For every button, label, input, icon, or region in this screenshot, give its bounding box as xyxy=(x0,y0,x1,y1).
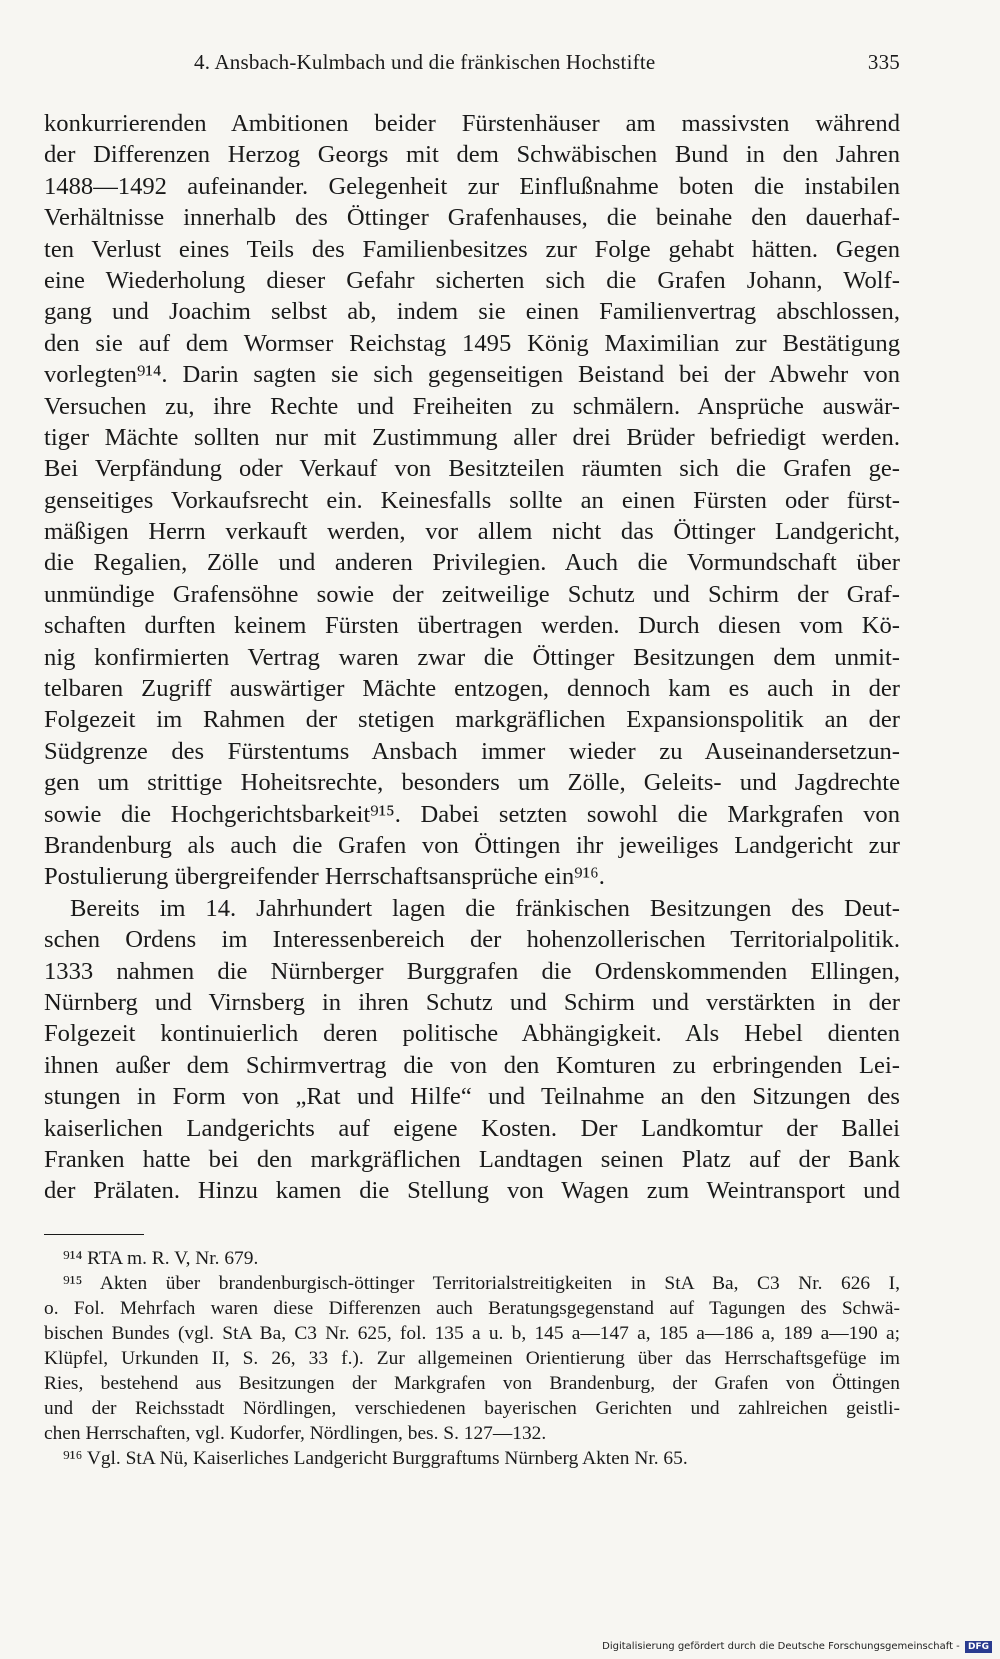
text-line: den sie auf dem Wormser Reichstag 1495 König Maximilian zur Bestätigung xyxy=(44,329,900,357)
text-line: der Differenzen Herzog Georgs mit dem Schwäbischen Bund in den Jahren xyxy=(44,141,900,169)
text-line: Verhältnisse innerhalb des Öttinger Grafenhauses, die beinahe den dauerhaf- xyxy=(44,204,900,232)
text-line: ihnen außer dem Schirmvertrag die von den Komturen zu erbringenden Lei- xyxy=(44,1051,900,1079)
text-line: tiger Mächte sollten nur mit Zustimmung aller drei Brüder befriedigt werden. xyxy=(44,423,900,451)
footnotes xyxy=(44,1246,900,1471)
text-line: Brandenburg als auch die Grafen von Öttingen ihr jeweiliges Landgericht zur xyxy=(44,831,900,859)
digitization-credit xyxy=(602,1641,992,1653)
text-line: konkurrierenden Ambitionen beider Fürstenhäuser am massivsten während xyxy=(44,110,900,137)
running-header xyxy=(44,50,900,80)
text-line: Nürnberg und Virnsberg in ihren Schutz und Schirm und verstärkten in der xyxy=(44,988,900,1016)
text-line: eine Wiederholung dieser Gefahr sicherten sich die Grafen Johann, Wolf- xyxy=(44,266,900,294)
text-line: 1488—1492 aufeinander. Gelegenheit zur Einflußnahme boten die instabilen xyxy=(44,172,900,200)
footnote-line: und der Reichsstadt Nördlingen, verschiedenen bayerischen Gerichten und zahlreichen geistli- xyxy=(44,1398,900,1419)
dfg-logo: DFG xyxy=(965,1641,992,1653)
text-line: Postulierung übergreifender Herrschaftsansprüche ein⁹¹⁶. xyxy=(44,863,605,891)
text-line: gen um strittige Hoheitsrechte, besonders um Zölle, Geleits- und Jagdrechte xyxy=(44,769,900,797)
text-line: Südgrenze des Fürstentums Ansbach immer wieder zu Auseinandersetzun- xyxy=(44,737,900,765)
text-line: genseitiges Vorkaufsrecht ein. Keinesfalls sollte an einen Fürsten oder fürst- xyxy=(44,486,900,514)
footnote-line: Klüpfel, Urkunden II, S. 26, 33 f.). Zur allgemeinen Orientierung über das Herrschaftsgefüge im xyxy=(44,1348,900,1369)
credit-text: Digitalisierung gefördert durch die Deutsche Forschungsgemeinschaft - xyxy=(602,1641,960,1652)
text-line: Bei Verpfändung oder Verkauf von Besitzteilen räumten sich die Grafen ge- xyxy=(44,455,900,483)
text-line: nig konfirmierten Vertrag waren zwar die Öttinger Besitzungen dem unmit- xyxy=(44,643,900,671)
text-line: vorlegten⁹¹⁴. Darin sagten sie sich gegenseitigen Beistand bei der Abwehr von xyxy=(44,361,900,389)
text-line: die Regalien, Zölle und anderen Privilegien. Auch die Vormundschaft über xyxy=(44,549,900,577)
text-line: kaiserlichen Landgerichts auf eigene Kosten. Der Landkomtur der Ballei xyxy=(44,1114,900,1142)
page-number: 335 xyxy=(867,50,900,74)
running-title: 4. Ansbach-Kulmbach und die fränkischen Hochstifte xyxy=(194,50,656,74)
text-line: Bereits im 14. Jahrhundert lagen die fränkischen Besitzungen des Deut- xyxy=(70,894,900,922)
text-line: gang und Joachim selbst ab, indem sie einen Familienvertrag abschlossen, xyxy=(44,298,900,326)
text-line: telbaren Zugriff auswärtiger Mächte entzogen, dennoch kam es auch in der xyxy=(44,675,900,703)
text-line: Folgezeit im Rahmen der stetigen markgräflichen Expansionspolitik an der xyxy=(44,706,900,734)
footnote-line: bischen Bundes (vgl. StA Ba, C3 Nr. 625, fol. 135 a u. b, 145 a—147 a, 185 a—186 a, 189 a—190 a; xyxy=(44,1323,900,1344)
text-line: unmündige Grafensöhne sowie der zeitweilige Schutz und Schirm der Graf- xyxy=(44,580,900,608)
footnote-separator xyxy=(44,1234,144,1235)
text-line: stungen in Form von „Rat und Hilfe“ und Teilnahme an den Sitzungen des xyxy=(44,1083,900,1111)
footnote-line: ⁹¹⁴ RTA m. R. V, Nr. 679. xyxy=(63,1248,259,1269)
text-line: 1333 nahmen die Nürnberger Burggrafen die Ordenskommenden Ellingen, xyxy=(44,957,900,985)
footnote-line: o. Fol. Mehrfach waren diese Differenzen auch Beratungsgegenstand auf Tagungen des Schwä- xyxy=(44,1298,900,1319)
text-line: schaften durften keinem Fürsten übertragen werden. Durch diesen vom Kö- xyxy=(44,612,900,640)
footnote-line: ⁹¹⁶ Vgl. StA Nü, Kaiserliches Landgericht Burggraftums Nürnberg Akten Nr. 65. xyxy=(63,1448,688,1469)
footnote-line: ⁹¹⁵ Akten über brandenburgisch-öttinger Territorialstreitigkeiten in StA Ba, C3 Nr. 626 I, xyxy=(63,1273,900,1294)
text-line: schen Ordens im Interessenbereich der hohenzollerischen Territorialpolitik. xyxy=(44,926,900,954)
text-line: Folgezeit kontinuierlich deren politische Abhängigkeit. Als Hebel dienten xyxy=(44,1020,900,1048)
main-text xyxy=(44,108,900,1207)
footnote-line: chen Herrschaften, vgl. Kudorfer, Nördlingen, bes. S. 127—132. xyxy=(44,1423,547,1444)
text-line: der Prälaten. Hinzu kamen die Stellung von Wagen zum Weintransport und xyxy=(44,1177,900,1205)
text-line: mäßigen Herrn verkauft werden, vor allem nicht das Öttinger Landgericht, xyxy=(44,518,900,546)
text-line: ten Verlust eines Teils des Familienbesitzes zur Folge gehabt hätten. Gegen xyxy=(44,235,900,263)
text-line: sowie die Hochgerichtsbarkeit⁹¹⁵. Dabei setzten sowohl die Markgrafen von xyxy=(44,800,900,828)
footnote-line: Ries, bestehend aus Besitzungen der Markgrafen von Brandenburg, der Grafen von Öttingen xyxy=(44,1373,900,1394)
text-line: Versuchen zu, ihre Rechte und Freiheiten zu schmälern. Ansprüche auswär- xyxy=(44,392,900,420)
text-line: Franken hatte bei den markgräflichen Landtagen seinen Platz auf der Bank xyxy=(44,1145,900,1173)
